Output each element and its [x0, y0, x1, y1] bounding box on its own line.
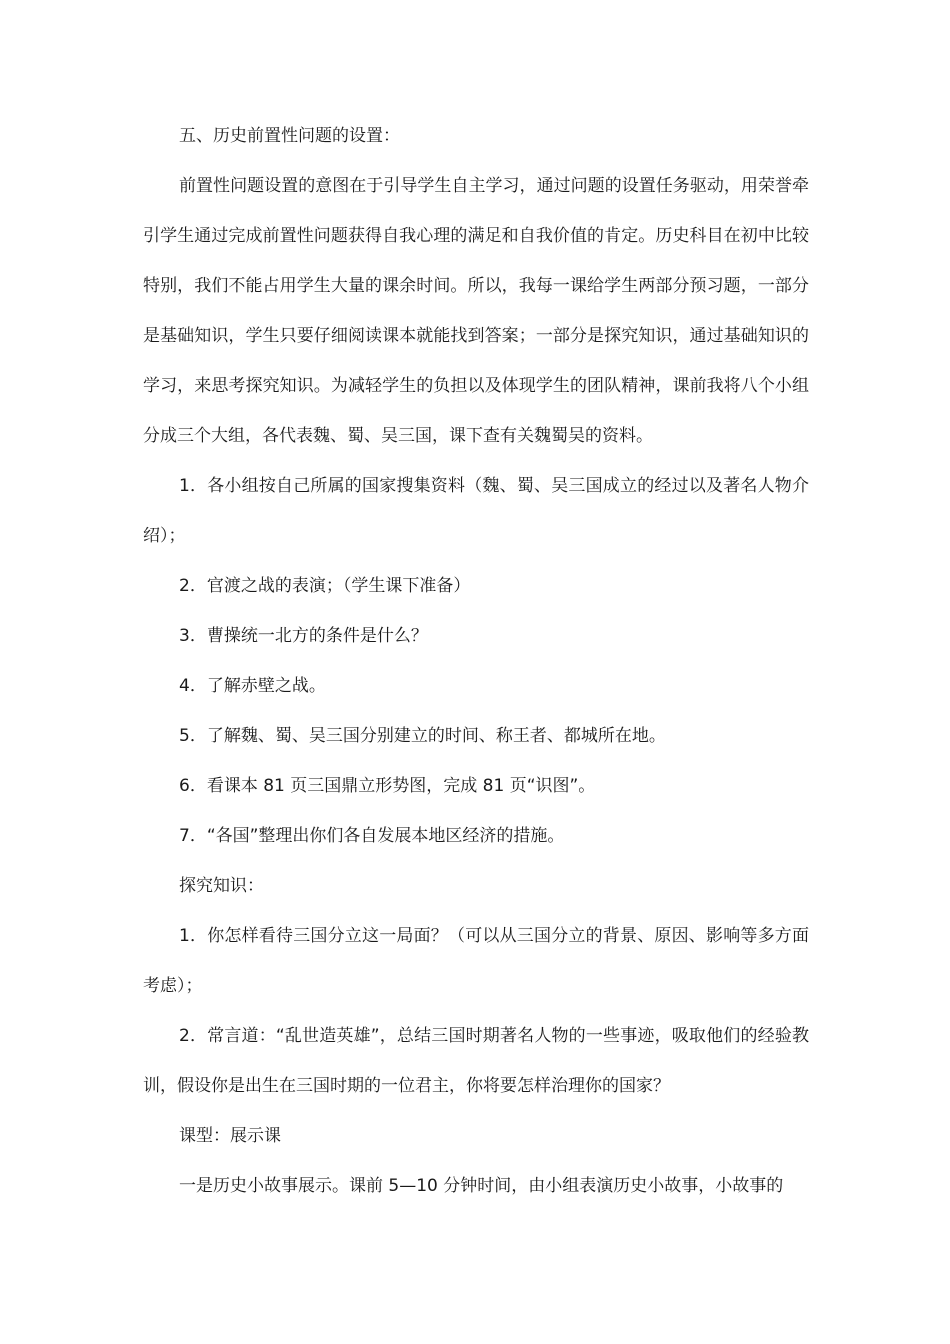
section-heading: 五、历史前置性问题的设置：: [179, 126, 400, 146]
basic-item-6: 6．看课本 81 页三国鼎立形势图，完成 81 页“识图”。: [179, 776, 596, 796]
intro-paragraph: 前置性问题设置的意图在于引导学生自主学习，通过问题的设置任务驱动，用荣誉牵引学生通过完成前置性问题获得自我心理的满足和自我价值的肯定。历史科目在初中比较特别，我们不能占用学生大量的课余时间。所以，我每一课给学生两部分预习题，一部分是基础知识，学生只要仔细阅读课本就能找到答案；一部分是探究知识，通过基础知识的学习，来思考探究知识。为减轻学生的负担以及体现学生的团队精神，课前我将八个小组分成三个大组，各代表魏、蜀、吴三国，课下查有关魏蜀吴的资料。: [143, 176, 809, 446]
basic-item-5: 5．了解魏、蜀、吴三国分别建立的时间、称王者、都城所在地。: [179, 726, 666, 746]
explore-heading: 探究知识：: [179, 876, 264, 896]
basic-item-7: 7．“各国”整理出你们各自发展本地区经济的措施。: [179, 826, 565, 846]
basic-item-2: 2．官渡之战的表演；（学生课下准备）: [179, 576, 471, 596]
explore-item-1: 1．你怎样看待三国分立这一局面？（可以从三国分立的背景、原因、影响等多方面考虑）；: [143, 926, 809, 996]
showcase-paragraph: 一是历史小故事展示。课前 5—10 分钟时间，由小组表演历史小故事，小故事的: [179, 1176, 784, 1196]
basic-item-4: 4．了解赤壁之战。: [179, 676, 326, 696]
explore-item-2: 2．常言道：“乱世造英雄”，总结三国时期著名人物的一些事迹，吸取他们的经验教训，假设你是出生在三国时期的一位君主，你将要怎样治理你的国家？: [143, 1026, 809, 1096]
lesson-type: 课型：展示课: [179, 1126, 281, 1146]
basic-item-3: 3．曹操统一北方的条件是什么？: [179, 626, 428, 646]
basic-item-1: 1．各小组按自己所属的国家搜集资料（魏、蜀、吴三国成立的经过以及著名人物介绍）；: [143, 476, 809, 546]
